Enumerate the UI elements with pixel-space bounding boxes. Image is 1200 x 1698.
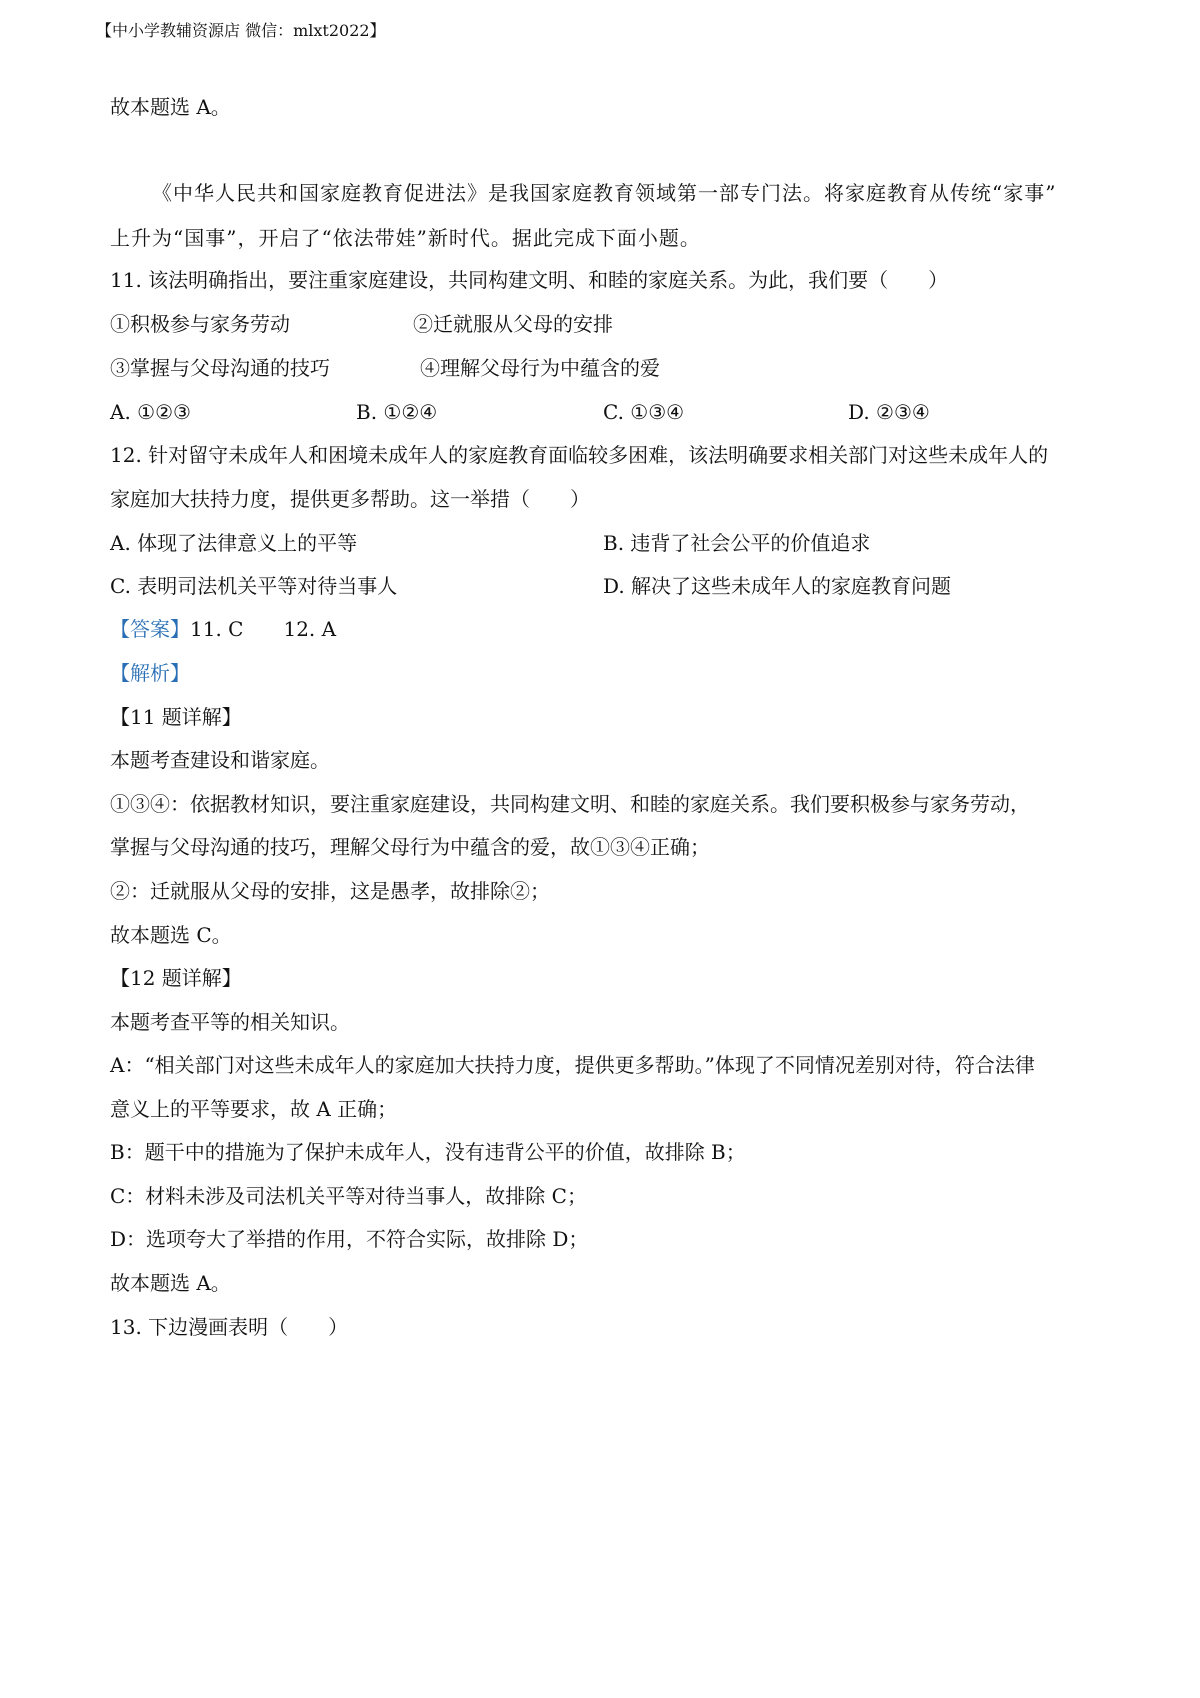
material-line-1: 《中华人民共和国家庭教育促进法》是我国家庭教育领域第一部专门法。将家庭教育从传统“家事”	[152, 181, 1057, 205]
q12-stem-line-2: 家庭加大扶持力度，提供更多帮助。这一举措（ ）	[110, 487, 590, 511]
q13-stem: 13. 下边漫画表明（ ）	[110, 1315, 349, 1339]
detail-11-title: 【11 题详解】	[110, 705, 242, 729]
answer-label: 【答案】	[110, 617, 190, 641]
q11-option-c: C. ①③④	[603, 400, 685, 424]
detail-11-paragraph-2: ②：迁就服从父母的安排，这是愚孝，故排除②；	[110, 879, 550, 903]
q12-option-d: D. 解决了这些未成年人的家庭教育问题	[603, 574, 952, 598]
detail-12-d: D：选项夸大了举措的作用，不符合实际，故排除 D；	[110, 1227, 589, 1251]
q12-option-a: A. 体现了法律意义上的平等	[110, 531, 358, 555]
q12-stem-line-1: 12. 针对留守未成年人和困境未成年人的家庭教育面临较多困难，该法明确要求相关部门对这些未成年人的	[110, 443, 1049, 467]
detail-11-paragraph-1-line-2: 掌握与父母沟通的技巧，理解父母行为中蕴含的爱，故①③④正确；	[110, 835, 710, 859]
material-line-2: 上升为“国事”，开启了“依法带娃”新时代。据此完成下面小题。	[110, 226, 701, 250]
detail-11-paragraph-1-line-1: ①③④：依据教材知识，要注重家庭建设，共同构建文明、和睦的家庭关系。我们要积极参与家务劳动，	[110, 792, 1030, 816]
q11-item-3: ③掌握与父母沟通的技巧	[110, 356, 330, 380]
previous-conclusion: 故本题选 A。	[110, 95, 231, 119]
q11-option-b: B. ①②④	[356, 400, 438, 424]
detail-12-a-line-2: 意义上的平等要求，故 A 正确；	[110, 1097, 398, 1121]
detail-11-topic: 本题考查建设和谐家庭。	[110, 748, 330, 772]
q11-option-a: A. ①②③	[110, 400, 191, 424]
detail-12-a-line-1: A：“相关部门对这些未成年人的家庭加大扶持力度，提供更多帮助。”体现了不同情况差别对待，符合法律	[110, 1053, 1035, 1077]
detail-12-c: C：材料未涉及司法机关平等对待当事人，故排除 C；	[110, 1184, 587, 1208]
detail-11-conclusion: 故本题选 C。	[110, 923, 232, 947]
detail-12-title: 【12 题详解】	[110, 966, 242, 990]
answer-value: 11. C 12. A	[190, 617, 337, 641]
analysis-label: 【解析】	[110, 661, 190, 685]
q12-option-c: C. 表明司法机关平等对待当事人	[110, 574, 398, 598]
q11-item-2: ②迁就服从父母的安排	[413, 312, 613, 336]
detail-12-b: B：题干中的措施为了保护未成年人，没有违背公平的价值，故排除 B；	[110, 1140, 746, 1164]
q11-item-4: ④理解父母行为中蕴含的爱	[420, 356, 660, 380]
q11-stem: 11. 该法明确指出，要注重家庭建设，共同构建文明、和睦的家庭关系。为此，我们要（ ）	[110, 268, 949, 292]
q11-option-d: D. ②③④	[848, 400, 930, 424]
detail-12-topic: 本题考查平等的相关知识。	[110, 1010, 350, 1034]
q11-item-1: ①积极参与家务劳动	[110, 312, 290, 336]
detail-12-conclusion: 故本题选 A。	[110, 1271, 231, 1295]
watermark-header: 【中小学教辅资源店 微信：mlxt2022】	[96, 21, 386, 40]
q12-option-b: B. 违背了社会公平的价值追求	[603, 531, 871, 555]
answer-line	[110, 616, 336, 642]
